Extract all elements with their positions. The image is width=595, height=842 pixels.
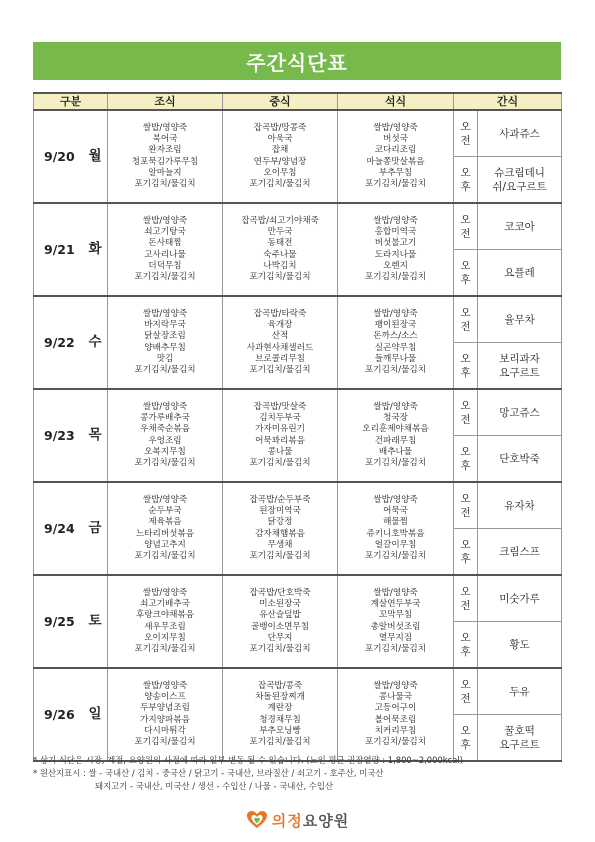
note-line: * 원산지표시 : 쌀 - 국내산 / 김치 - 중국산 / 닭고기 - 국내산, 브라질산 / 쇠고기 - 호주산, 미국산: [33, 768, 384, 778]
header-breakfast: 조식: [108, 93, 223, 110]
menu-item: 잡곡밥/타락죽: [253, 308, 307, 319]
breakfast-cell: [108, 482, 223, 575]
period-am-label: 오 전: [454, 296, 478, 343]
menu-item: 도라지나물: [374, 249, 417, 260]
menu-item: 아욱국: [267, 134, 293, 145]
menu-item: 꼬막무침: [378, 610, 413, 621]
breakfast-cell: [108, 668, 223, 761]
menu-item: 닭강정: [267, 517, 293, 528]
menu-item: 포기김치/물김치: [134, 178, 196, 189]
table-row: [34, 389, 562, 436]
menu-item: 잡곡밥/땅콩죽: [253, 122, 307, 133]
menu-item: 잡곡밥/맛살죽: [253, 401, 307, 412]
menu-item: 맛김: [156, 353, 174, 364]
menu-item: 포기김치/물김치: [249, 178, 311, 189]
day-of-week: 목: [89, 389, 108, 482]
weekly-menu-table: [33, 92, 562, 762]
menu-item: 버섯불고기: [374, 238, 417, 249]
lunch-cell: [223, 575, 338, 668]
lunch-cell: [223, 482, 338, 575]
menu-item: 쌀밥/영양죽: [142, 401, 188, 412]
menu-item: 쌀밥/영양죽: [373, 401, 418, 412]
day-of-week: 금: [89, 482, 108, 575]
dinner-cell: [338, 110, 454, 203]
menu-item: 쇠고기탕국: [144, 227, 186, 238]
menu-item: 돈까스/소스: [373, 331, 418, 342]
dinner-cell: [338, 389, 454, 482]
menu-item: 우엉조림: [148, 435, 182, 446]
period-pm-label: 오 후: [454, 157, 478, 204]
lunch-cell: [223, 389, 338, 482]
menu-item: 어묵국: [383, 506, 408, 517]
snack-pm: 꿀호떡 요구르트: [478, 715, 562, 762]
table-row: [34, 296, 562, 343]
menu-item: 쌀밥/영양죽: [142, 215, 188, 226]
menu-item: 부추모닝빵: [259, 725, 301, 736]
menu-item: 쌀밥/영양죽: [373, 122, 418, 133]
menu-item: 실곤약무침: [374, 342, 417, 353]
brand-logo: [0, 808, 595, 832]
menu-item: 고등어구이: [374, 703, 417, 714]
menu-item: 포기김치/물김치: [134, 736, 196, 747]
menu-item: 계살연두부국: [370, 599, 421, 610]
menu-item: 만두국: [267, 227, 293, 238]
menu-item: 쌀밥/영양죽: [142, 587, 188, 598]
period-pm-label: 오 후: [454, 622, 478, 669]
menu-item: 무생채: [267, 539, 293, 550]
menu-item: 포기김치/물김치: [134, 457, 196, 468]
period-am-label: 오 전: [454, 575, 478, 622]
period-am-label: 오 전: [454, 203, 478, 250]
snack-pm: 크림스프: [478, 529, 562, 576]
snack-am: 유자차: [478, 482, 562, 529]
breakfast-cell: [108, 575, 223, 668]
snack-am: 망고쥬스: [478, 389, 562, 436]
snack-pm: 황도: [478, 622, 562, 669]
menu-item: 코다리조림: [374, 145, 417, 156]
menu-item: 단무지: [267, 632, 293, 643]
menu-item: 포기김치/물김치: [249, 364, 311, 375]
menu-item: 포기김치/물김치: [134, 364, 196, 375]
menu-item: 열무지짐: [378, 632, 413, 643]
menu-item: 쌀밥/영양죽: [373, 215, 418, 226]
period-am-label: 오 전: [454, 668, 478, 715]
day-of-week: 토: [89, 575, 108, 668]
menu-item: 연두부/양념장: [253, 156, 307, 167]
menu-item: 건파래무침: [374, 435, 417, 446]
menu-item: 포기김치/물김치: [249, 550, 311, 561]
dinner-cell: [338, 575, 454, 668]
menu-item: 산적: [271, 331, 289, 342]
menu-item: 치커리무침: [374, 725, 417, 736]
menu-item: 완자조림: [148, 145, 182, 156]
table-row: [34, 482, 562, 529]
menu-item: 콩나물국: [378, 692, 413, 703]
lunch-cell: [223, 110, 338, 203]
menu-item: 미소된장국: [259, 599, 301, 610]
period-pm-label: 오 후: [454, 250, 478, 297]
menu-item: 오이무침: [263, 167, 297, 178]
menu-item: 골뱅이소면무침: [250, 621, 310, 632]
menu-item: 포기김치/물김치: [134, 271, 196, 282]
menu-item: 가지양파볶음: [140, 714, 190, 725]
heart-leaf-icon: [246, 810, 268, 830]
dinner-cell: [338, 668, 454, 761]
menu-item: 알마늘지: [148, 167, 182, 178]
menu-item: 가자미유린기: [255, 424, 305, 435]
menu-item: 오복지무침: [144, 446, 186, 457]
date-cell: 9/24: [34, 482, 89, 575]
menu-item: 잡곡밥/순두부죽: [249, 494, 311, 505]
breakfast-cell: [108, 389, 223, 482]
menu-item: 김치두부국: [259, 413, 301, 424]
menu-item: 청경채무침: [259, 714, 301, 725]
menu-item: 유산슬덮밥: [259, 610, 301, 621]
notes: [33, 754, 563, 793]
breakfast-cell: [108, 296, 223, 389]
menu-item: 쌀밥/영양죽: [142, 122, 188, 133]
menu-item: 오리훈제야채볶음: [362, 424, 429, 435]
menu-item: 쌀밥/영양죽: [142, 308, 188, 319]
menu-body: [34, 110, 562, 761]
menu-item: 바지락무국: [144, 320, 186, 331]
menu-item: 다시마튀각: [144, 725, 186, 736]
menu-item: 쌀밥/영양죽: [142, 680, 188, 691]
menu-item: 오렌지: [383, 260, 408, 271]
menu-item: 감자채햄볶음: [255, 528, 305, 539]
menu-item: 더덕무침: [148, 260, 182, 271]
menu-item: 포기김치/물김치: [365, 736, 427, 747]
menu-item: 얼갈이무침: [374, 539, 417, 550]
note-line: * 상기 식단은 시장, 계절, 요양원의 사정에 따라 일부 변동 될 수 있습니다. (노인 평균 권장열량 : 1,800~2,000kcal): [33, 755, 463, 765]
menu-item: 쇠고기배추국: [140, 599, 190, 610]
table-row: [34, 203, 562, 250]
menu-item: 후랑크야채볶음: [135, 610, 195, 621]
lunch-cell: [223, 296, 338, 389]
note-line: 돼지고기 - 국내산, 미국산 / 생선 - 수입산 / 나물 - 국내산, 수입산: [95, 781, 334, 791]
day-of-week: 월: [89, 110, 108, 203]
menu-item: 우채죽순볶음: [140, 424, 190, 435]
menu-item: 포기김치/물김치: [249, 457, 311, 468]
period-pm-label: 오 후: [454, 343, 478, 390]
menu-item: 어묵꽈리볶음: [255, 435, 305, 446]
menu-item: 포기김치/물김치: [134, 550, 196, 561]
menu-item: 쌀밥/영양죽: [373, 587, 418, 598]
table-row: [34, 110, 562, 157]
snack-am: 코코아: [478, 203, 562, 250]
header-snack: 간식: [454, 93, 562, 110]
menu-item: 두부양념조림: [140, 703, 190, 714]
snack-pm: 슈크림데니 쉬/요구르트: [478, 157, 562, 204]
menu-item: 들깨무나물: [374, 353, 417, 364]
menu-item: 순두부국: [148, 506, 182, 517]
menu-item: 포기김치/물김치: [365, 178, 427, 189]
menu-item: 사과현사채샐러드: [246, 342, 314, 353]
menu-item: 볼어묵조림: [374, 714, 417, 725]
menu-item: 청포묵김가루무침: [131, 156, 199, 167]
menu-item: 포기김치/물김치: [249, 271, 311, 282]
menu-item: 마늘쫑맛살볶음: [366, 156, 425, 167]
snack-am: 사과쥬스: [478, 110, 562, 157]
date-cell: 9/20: [34, 110, 89, 203]
menu-item: 해물찜: [383, 517, 408, 528]
period-pm-label: 오 후: [454, 436, 478, 483]
period-pm-label: 오 후: [454, 715, 478, 762]
snack-pm: 단호박죽: [478, 436, 562, 483]
dinner-cell: [338, 482, 454, 575]
menu-item: 양배추무침: [144, 342, 186, 353]
menu-item: 총알버섯조림: [370, 621, 421, 632]
menu-item: 잡채: [271, 145, 289, 156]
menu-item: 잡곡밥/쇠고기야채죽: [241, 215, 319, 226]
snack-pm: 보리과자 요구르트: [478, 343, 562, 390]
menu-item: 계란장: [267, 703, 293, 714]
date-cell: 9/21: [34, 203, 89, 296]
menu-item: 제육볶음: [148, 517, 182, 528]
menu-item: 포기김치/물김치: [365, 364, 427, 375]
menu-item: 느타리버섯볶음: [135, 528, 195, 539]
menu-item: 포기김치/물김치: [365, 457, 427, 468]
page-title: 주간식단표: [33, 42, 561, 80]
date-cell: 9/25: [34, 575, 89, 668]
menu-item: 고사리나물: [144, 249, 186, 260]
menu-item: 쌀밥/영양죽: [373, 494, 418, 505]
lunch-cell: [223, 203, 338, 296]
menu-item: 잡곡밥/콩죽: [257, 680, 303, 691]
menu-item: 부추무침: [378, 167, 413, 178]
menu-item: 새우무조림: [144, 621, 186, 632]
menu-item: 육개장: [267, 320, 293, 331]
day-of-week: 화: [89, 203, 108, 296]
menu-item: 동태전: [267, 238, 293, 249]
menu-item: 포기김치/물김치: [365, 550, 427, 561]
breakfast-cell: [108, 110, 223, 203]
snack-am: 두유: [478, 668, 562, 715]
menu-item: 돈사태찜: [148, 238, 182, 249]
menu-item: 양송이스프: [144, 692, 186, 703]
date-cell: 9/22: [34, 296, 89, 389]
date-cell: 9/26: [34, 668, 89, 761]
lunch-cell: [223, 668, 338, 761]
breakfast-cell: [108, 203, 223, 296]
menu-item: 포기김치/물김치: [249, 643, 311, 654]
day-of-week: 수: [89, 296, 108, 389]
date-cell: 9/23: [34, 389, 89, 482]
period-am-label: 오 전: [454, 389, 478, 436]
menu-item: 잡곡밥/단호박죽: [249, 587, 311, 598]
header-category: 구분: [34, 93, 108, 110]
menu-item: 북어국: [152, 134, 178, 145]
menu-item: 청국장: [383, 413, 408, 424]
menu-item: 쌀밥/영양죽: [373, 308, 418, 319]
dinner-cell: [338, 203, 454, 296]
menu-item: 오이지무침: [144, 632, 186, 643]
menu-item: 버섯국: [383, 134, 408, 145]
menu-item: 팽이된장국: [374, 320, 417, 331]
menu-item: 나박김치: [263, 260, 297, 271]
menu-item: 콩나물: [267, 446, 293, 457]
menu-item: 쌀밥/영양죽: [373, 680, 418, 691]
table-row: [34, 668, 562, 715]
menu-item: 양념고추지: [144, 539, 186, 550]
table-row: [34, 575, 562, 622]
dinner-cell: [338, 296, 454, 389]
menu-item: 숙주나물: [263, 249, 297, 260]
header-lunch: 중식: [223, 93, 338, 110]
period-am-label: 오 전: [454, 110, 478, 157]
menu-item: 포기김치/물김치: [249, 736, 311, 747]
menu-item: 쥬키니호박볶음: [366, 528, 425, 539]
menu-item: 포기김치/물김치: [134, 643, 196, 654]
menu-item: 포기김치/물김치: [365, 271, 427, 282]
period-am-label: 오 전: [454, 482, 478, 529]
snack-am: 율무차: [478, 296, 562, 343]
period-pm-label: 오 후: [454, 529, 478, 576]
header-dinner: 석식: [338, 93, 454, 110]
menu-item: 된장미역국: [259, 506, 301, 517]
brand-name: 의정요양원: [271, 811, 350, 830]
menu-item: 배추나물: [378, 446, 413, 457]
menu-item: 콩가루배추국: [140, 413, 190, 424]
menu-item: 포기김치/물김치: [365, 643, 427, 654]
menu-item: 홍합미역국: [374, 227, 417, 238]
snack-am: 미숫가루: [478, 575, 562, 622]
day-of-week: 일: [89, 668, 108, 761]
menu-item: 닭살장조림: [144, 331, 186, 342]
menu-item: 브로콜리무침: [255, 353, 305, 364]
menu-item: 쌀밥/영양죽: [142, 494, 188, 505]
table-header-row: [34, 93, 562, 110]
menu-item: 차돌된장찌개: [255, 692, 305, 703]
snack-pm: 요플레: [478, 250, 562, 297]
